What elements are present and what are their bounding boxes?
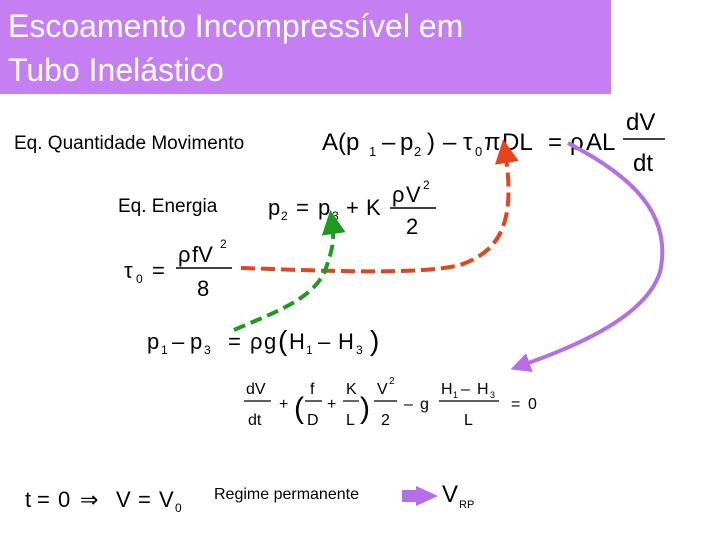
svg-text:2: 2: [281, 209, 288, 223]
svg-text:0: 0: [136, 272, 143, 286]
svg-text:=: =: [296, 195, 309, 220]
svg-text:0: 0: [528, 396, 537, 413]
momentum-equation: [322, 109, 665, 177]
svg-text:p: p: [147, 329, 160, 354]
svg-text:H: H: [477, 381, 489, 398]
svg-text:3: 3: [490, 390, 496, 400]
energy-equation-label: Eq. Energia: [118, 196, 218, 217]
svg-text:=: =: [152, 258, 165, 283]
svg-text:τ: τ: [124, 258, 133, 283]
svg-text:K: K: [366, 195, 381, 220]
svg-text:0: 0: [475, 144, 483, 159]
svg-text:dt: dt: [248, 412, 262, 429]
green-dashed-arrow: [234, 222, 333, 330]
svg-text:H: H: [289, 329, 305, 354]
slide-title-line-1: Escoamento Incompressível em: [8, 8, 464, 44]
svg-text:ρ: ρ: [570, 129, 584, 156]
svg-text:2: 2: [423, 178, 430, 192]
svg-text:p: p: [400, 129, 414, 156]
svg-text:π: π: [484, 129, 501, 156]
svg-text:RP: RP: [459, 499, 475, 511]
svg-text:dV: dV: [626, 109, 656, 136]
svg-text:=: =: [548, 129, 563, 156]
svg-text:+: +: [327, 396, 337, 413]
svg-text:2: 2: [220, 237, 227, 251]
svg-text:fV: fV: [192, 242, 213, 267]
svg-text:D: D: [307, 412, 319, 429]
svg-text:f: f: [310, 381, 315, 398]
svg-text:–: –: [404, 396, 413, 413]
svg-text:+: +: [346, 195, 359, 220]
svg-text:0: 0: [175, 501, 182, 515]
svg-text:dV: dV: [246, 381, 266, 398]
svg-text:V: V: [377, 381, 388, 398]
svg-text:=: =: [138, 487, 151, 512]
svg-text:1: 1: [453, 390, 459, 400]
svg-text:1: 1: [306, 343, 313, 357]
svg-text:3: 3: [356, 343, 363, 357]
svg-text:): ): [360, 392, 370, 425]
svg-text:): ): [427, 129, 435, 156]
steady-state-velocity: [442, 481, 474, 511]
svg-text:–: –: [318, 329, 331, 354]
svg-text:ρ: ρ: [250, 329, 263, 354]
svg-text:A(p: A(p: [322, 129, 360, 156]
svg-text:2: 2: [406, 214, 419, 239]
svg-text:+: +: [279, 396, 289, 413]
svg-text:8: 8: [197, 276, 210, 301]
svg-text:H: H: [441, 381, 453, 398]
steady-state-label: Regime permanente: [214, 486, 359, 503]
svg-text:⇒: ⇒: [80, 487, 99, 512]
svg-text:DL: DL: [502, 129, 533, 156]
svg-text:H: H: [338, 329, 354, 354]
svg-text:1: 1: [161, 343, 168, 357]
svg-text:L: L: [464, 412, 473, 429]
wall-stress-equation: [124, 237, 232, 301]
svg-text:–: –: [461, 381, 470, 398]
svg-text:V: V: [442, 481, 459, 508]
svg-text:(: (: [294, 392, 304, 425]
svg-text:=: =: [37, 487, 50, 512]
svg-text:2: 2: [381, 412, 390, 429]
svg-text:–: –: [443, 129, 457, 156]
svg-text:2: 2: [389, 376, 395, 387]
svg-text:=: =: [228, 329, 241, 354]
svg-text:–: –: [382, 129, 396, 156]
svg-text:AL: AL: [586, 129, 616, 156]
svg-text:): ): [370, 325, 380, 356]
svg-text:3: 3: [332, 209, 339, 223]
svg-text:p: p: [268, 195, 281, 220]
svg-text:0: 0: [58, 487, 71, 512]
svg-text:2: 2: [414, 144, 422, 159]
svg-text:V: V: [159, 487, 174, 512]
svg-text:=: =: [511, 396, 521, 413]
svg-text:p: p: [318, 195, 331, 220]
svg-text:3: 3: [204, 343, 211, 357]
svg-text:ρ: ρ: [178, 242, 191, 267]
svg-text:V: V: [406, 182, 421, 207]
regime-arrow: [402, 486, 438, 506]
svg-text:dt: dt: [633, 150, 654, 177]
svg-text:V: V: [116, 487, 131, 512]
svg-text:–: –: [172, 329, 185, 354]
svg-text:L: L: [346, 412, 355, 429]
initial-condition: [25, 487, 182, 515]
slide-title-line-2: Tubo Inelástico: [8, 52, 224, 88]
energy-equation: [268, 178, 436, 239]
combined-equation: [244, 376, 537, 429]
pressure-difference-equation: [147, 325, 379, 357]
svg-text:g: g: [420, 396, 429, 413]
momentum-equation-label: Eq. Quantidade Movimento: [14, 133, 245, 154]
svg-text:K: K: [346, 381, 357, 398]
svg-text:(: (: [278, 325, 288, 356]
svg-text:τ: τ: [463, 129, 473, 156]
svg-text:g: g: [264, 329, 277, 354]
svg-text:p: p: [190, 329, 203, 354]
svg-text:ρ: ρ: [392, 182, 405, 207]
svg-text:t: t: [25, 487, 32, 512]
svg-text:1: 1: [369, 144, 377, 159]
